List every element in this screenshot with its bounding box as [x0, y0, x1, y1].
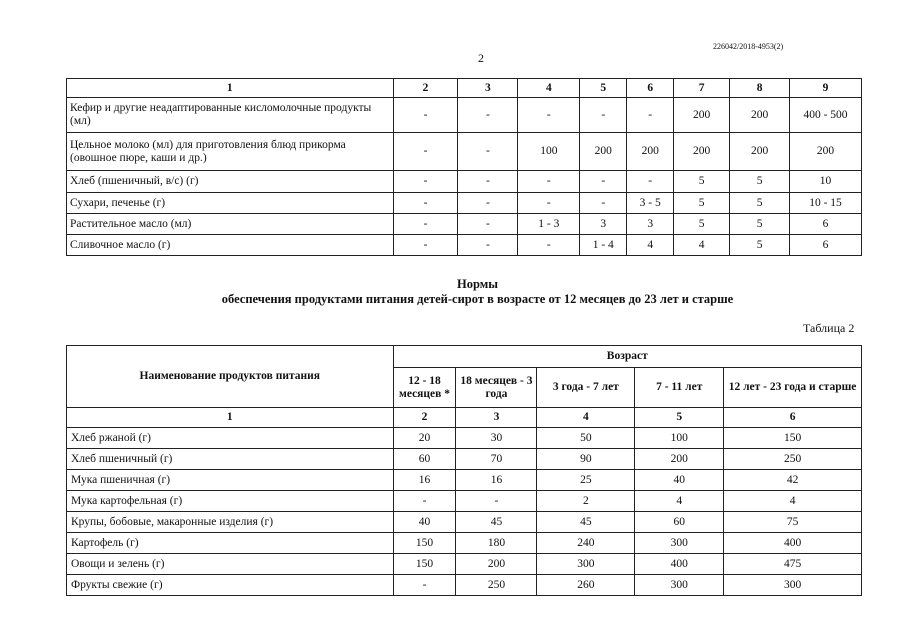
cell: 475 — [724, 554, 862, 575]
column-number: 6 — [627, 79, 674, 98]
cell: 180 — [456, 533, 537, 554]
cell: - — [627, 98, 674, 133]
cell: 260 — [537, 575, 635, 596]
table-caption: Таблица 2 — [803, 321, 855, 335]
cell: 100 — [518, 133, 580, 171]
cell: 100 — [635, 428, 724, 449]
cell: 4 — [635, 491, 724, 512]
cell: 5 — [730, 193, 790, 214]
cell: 200 — [674, 98, 730, 133]
table-1-header-row — [67, 79, 862, 98]
cell: 200 — [456, 554, 537, 575]
cell: 1 - 3 — [518, 214, 580, 235]
product-name: Крупы, бобовые, макаронные изделия (г) — [67, 512, 394, 533]
column-number: 9 — [790, 79, 862, 98]
table-row — [67, 428, 862, 449]
column-number: 7 — [674, 79, 730, 98]
products-header: Наименование продуктов питания — [67, 346, 394, 408]
cell: 150 — [724, 428, 862, 449]
cell: - — [393, 193, 458, 214]
cell: 5 — [674, 214, 730, 235]
cell: 75 — [724, 512, 862, 533]
cell: 250 — [724, 449, 862, 470]
table-row — [67, 491, 862, 512]
cell: - — [393, 575, 456, 596]
cell: 16 — [393, 470, 456, 491]
column-number: 2 — [393, 408, 456, 428]
cell: 240 — [537, 533, 635, 554]
cell: 20 — [393, 428, 456, 449]
table-1 — [66, 78, 862, 256]
cell: - — [518, 193, 580, 214]
column-number: 1 — [67, 79, 394, 98]
column-number: 3 — [458, 79, 518, 98]
heading-subtitle: обеспечения продуктами питания детей-сирот в возрасте от 12 месяцев до 23 лет и старше — [221, 292, 734, 306]
cell: 3 - 5 — [627, 193, 674, 214]
column-number: 5 — [580, 79, 627, 98]
cell: - — [393, 491, 456, 512]
table-row — [67, 98, 862, 133]
age-header: Возраст — [393, 346, 861, 368]
table-row — [67, 133, 862, 171]
cell: 2 — [537, 491, 635, 512]
cell: 10 - 15 — [790, 193, 862, 214]
table-row — [67, 512, 862, 533]
cell: - — [393, 171, 458, 193]
column-number: 6 — [724, 408, 862, 428]
cell: 250 — [456, 575, 537, 596]
cell: - — [580, 98, 627, 133]
column-number: 3 — [456, 408, 537, 428]
age-group: 7 - 11 лет — [635, 368, 724, 408]
table-row — [67, 449, 862, 470]
section-heading — [0, 277, 905, 307]
cell: 30 — [456, 428, 537, 449]
cell: - — [393, 98, 458, 133]
cell: 40 — [393, 512, 456, 533]
table-row — [67, 235, 862, 256]
age-group: 12 - 18 месяцев * — [393, 368, 456, 408]
cell: - — [580, 193, 627, 214]
numbers-row — [67, 408, 862, 428]
column-number: 1 — [67, 408, 394, 428]
cell: 5 — [730, 171, 790, 193]
table-row — [67, 193, 862, 214]
column-number: 8 — [730, 79, 790, 98]
cell: 6 — [790, 214, 862, 235]
table-2-header-row — [67, 346, 862, 368]
product-name: Кефир и другие неадаптированные кисломолочные продукты (мл) — [67, 98, 394, 133]
product-name: Хлеб ржаной (г) — [67, 428, 394, 449]
cell: 45 — [456, 512, 537, 533]
product-name: Мука пшеничная (г) — [67, 470, 394, 491]
cell: 150 — [393, 533, 456, 554]
cell: 90 — [537, 449, 635, 470]
product-name: Сухари, печенье (г) — [67, 193, 394, 214]
page-number: 2 — [478, 51, 484, 65]
age-group: 18 месяцев - 3 года — [456, 368, 537, 408]
product-name: Хлеб пшеничный (г) — [67, 449, 394, 470]
cell: 4 — [674, 235, 730, 256]
cell: 5 — [674, 193, 730, 214]
cell: 70 — [456, 449, 537, 470]
cell: - — [458, 235, 518, 256]
cell: - — [458, 133, 518, 171]
cell: 4 — [724, 491, 862, 512]
heading-title: Нормы — [456, 277, 498, 291]
cell: 60 — [635, 512, 724, 533]
table-row — [67, 470, 862, 491]
cell: 4 — [627, 235, 674, 256]
cell: - — [458, 171, 518, 193]
cell: 200 — [635, 449, 724, 470]
cell: - — [627, 171, 674, 193]
table-row — [67, 214, 862, 235]
column-number: 4 — [537, 408, 635, 428]
cell: 150 — [393, 554, 456, 575]
cell: - — [518, 235, 580, 256]
product-name: Овощи и зелень (г) — [67, 554, 394, 575]
column-number: 4 — [518, 79, 580, 98]
product-name: Мука картофельная (г) — [67, 491, 394, 512]
table-row — [67, 554, 862, 575]
cell: - — [458, 193, 518, 214]
age-group: 12 лет - 23 года и старше — [724, 368, 862, 408]
cell: - — [458, 98, 518, 133]
product-name: Цельное молоко (мл) для приготовления блюд прикорма (овошное пюре, каши и др.) — [67, 133, 394, 171]
cell: - — [518, 98, 580, 133]
document-id: 226042/2018-4953(2) — [713, 42, 784, 51]
table-row — [67, 533, 862, 554]
cell: 400 — [724, 533, 862, 554]
cell: 5 — [730, 214, 790, 235]
cell: 200 — [580, 133, 627, 171]
cell: - — [456, 491, 537, 512]
column-number: 5 — [635, 408, 724, 428]
cell: 3 — [580, 214, 627, 235]
cell: 300 — [635, 533, 724, 554]
cell: 50 — [537, 428, 635, 449]
cell: 3 — [627, 214, 674, 235]
cell: 1 - 4 — [580, 235, 627, 256]
cell: 42 — [724, 470, 862, 491]
age-group: 3 года - 7 лет — [537, 368, 635, 408]
cell: 200 — [627, 133, 674, 171]
cell: - — [580, 171, 627, 193]
cell: 200 — [790, 133, 862, 171]
cell: 5 — [730, 235, 790, 256]
cell: 5 — [674, 171, 730, 193]
column-number: 2 — [393, 79, 458, 98]
cell: 300 — [537, 554, 635, 575]
product-name: Фрукты свежие (г) — [67, 575, 394, 596]
cell: 200 — [730, 133, 790, 171]
cell: 16 — [456, 470, 537, 491]
table-2 — [66, 345, 862, 596]
cell: 300 — [724, 575, 862, 596]
product-name: Картофель (г) — [67, 533, 394, 554]
cell: 200 — [730, 98, 790, 133]
cell: 25 — [537, 470, 635, 491]
product-name: Хлеб (пшеничный, в/с) (г) — [67, 171, 394, 193]
product-name: Растительное масло (мл) — [67, 214, 394, 235]
cell: 40 — [635, 470, 724, 491]
cell: 300 — [635, 575, 724, 596]
table-row — [67, 171, 862, 193]
table-row — [67, 575, 862, 596]
cell: 400 - 500 — [790, 98, 862, 133]
cell: - — [393, 133, 458, 171]
cell: - — [458, 214, 518, 235]
cell: 60 — [393, 449, 456, 470]
cell: 6 — [790, 235, 862, 256]
cell: - — [393, 235, 458, 256]
cell: 400 — [635, 554, 724, 575]
cell: - — [393, 214, 458, 235]
cell: 45 — [537, 512, 635, 533]
cell: 200 — [674, 133, 730, 171]
cell: 10 — [790, 171, 862, 193]
product-name: Сливочное масло (г) — [67, 235, 394, 256]
cell: - — [518, 171, 580, 193]
